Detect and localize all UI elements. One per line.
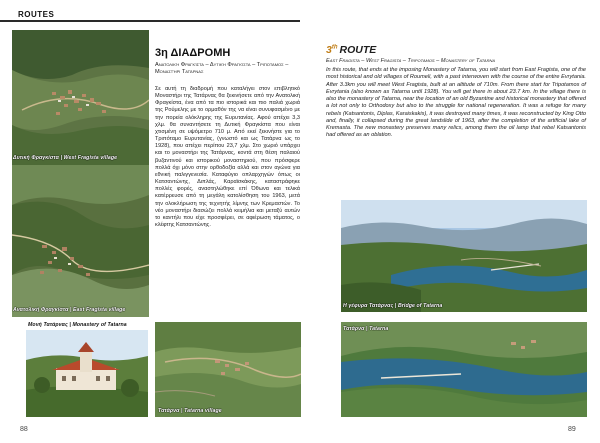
photo-west-fragista — [12, 30, 149, 165]
photo-monastery — [26, 330, 148, 417]
section-header: ROUTES — [14, 10, 58, 19]
greek-body: Σε αυτή τη διαδρομή που καταλήγει στον επιβλητικό Μοναστήρι της Τατάρνας θα ξεκινήσετε από την Ανατολική Φραγκίστα, ένα από τα πιο ιστορικά και πιο παλιά χωριά της Ρούμελης με το ορμαθόν της να είναι συνυφασμένο με την πορεία ολόκληρης της Ευρυτανίας. Αφού απέχει 3,3 χλμ. θα συναντήσετε τη Δυτική Φραγκίστα που είναι χτισμένη σε υψόμετρο 710 μ. Από εκεί ξεκινήστε για το Τριπόταμο Ευρυτανίας, (γνωστό και ως Τατάρνα ως το 1928), που απέχει περίπου 23,7 χλμ. Στο χωριό υπάρχει και το μοναστήρι της Τατάρνας, κοντά στη θέση παλαιού βυζαντινού και ιστορικού μοναστηριού, που πρόσφερε πολλά όχι μόνο στην ορθοδοξία αλλά και στον αγώνα για εθνική παλιγγενεσία. Καταφύγιο οπλαρχηγών όπως οι Κατσαντώνης, Διπλάς, Καραϊσκάκης, καταστράφηκε πολλές φορές, αναστηλώθηκε επί Όθωνα και τελικά κατέρρευσε από τη μεγάλη κατολίσθηση του 1963, μετά την ολοκλήρωση της τεχνητής λίμνης των Κρεμαστών. Το νέο μοναστήρι διασώζει πολλά κειμήλια και μεταξύ αυτών το καντήλι που είχε προσφέρει, σε αφιέρωση τάματος, ο κλέφτης Κατσαντώνης. — [155, 86, 300, 228]
monastery-image — [26, 330, 148, 417]
lake-landscape-image — [341, 200, 587, 312]
english-title-number: 3 — [326, 44, 332, 56]
caption-tatarna: Τατάρνα | Tatarna — [343, 326, 389, 332]
photo-tatarna — [341, 322, 587, 417]
page-number-right: 89 — [568, 426, 576, 433]
caption-tatarna-village: Τατάρνα | Tatarna village — [158, 408, 222, 414]
caption-east-fragista: Ανατολική Φραγκίστα | East Fragista village — [13, 307, 126, 313]
photo-tatarna-village — [155, 322, 301, 417]
caption-artificial-lake: Η γέφυρα Τατάρνας | Bridge of Tatarna — [343, 303, 443, 309]
aerial-village-image — [12, 30, 149, 165]
greek-subtitle: Ανατολική Φραγκίστα – Δυτική Φραγκίστα – Τριποταμος – Μοναστήρι Τατάρνας — [155, 62, 289, 76]
english-title-suffix: th — [331, 44, 338, 51]
aerial-landscape-image — [341, 322, 587, 417]
aerial-village-image — [12, 165, 149, 317]
english-subtitle: East Fragista – West Fragista – Tripotamos – Monastery of Tatarna — [326, 58, 496, 64]
aerial-village-image — [155, 322, 301, 417]
caption-monastery: Μονή Τατάρνας | Monastery of Tatarna — [28, 322, 127, 328]
english-body: In this route, that ends at the imposing Monastery of Tatarna, you will start from East Fragista, one of the most historical and old villages of Roumeli, with a past interwoven with the course of the entire Evrytania. After 3.3km you will meet West Fragista, built at an altitude of 710m. From there start for Tripotamos of Evrytania (also known as Tatarna until 1928). You will get there in about 23.7 km. In the village there is also the monastery of Tatarna, near the location of an old Byzantine and historical monastery that offered a lot not only to Orthodoxy but also to the struggle for national regeneration. It was a refuge for many rebels (Katsantonis, Diplas, Karaiskakis), it was destroyed many times, it was reconstructed by King Otto and, finally, it collapsed during the great landslide of 1963, after the completion of the artificial lake of Kremasta. The new monastery preserves many relics, among them the oil lamp that rebel Katsantonis had offered as an oblation. — [326, 67, 586, 139]
english-title-word: ROUTE — [339, 44, 377, 56]
page-number-left: 88 — [20, 426, 28, 433]
greek-title: 3η ΔΙΑΔΡΟΜΗ — [155, 47, 231, 59]
caption-west-fragista: Δυτική Φραγκίστα | West Fragista village — [13, 155, 118, 161]
header-rule — [0, 20, 300, 22]
photo-artificial-lake — [341, 200, 587, 312]
english-title — [326, 44, 376, 56]
photo-east-fragista — [12, 165, 149, 317]
